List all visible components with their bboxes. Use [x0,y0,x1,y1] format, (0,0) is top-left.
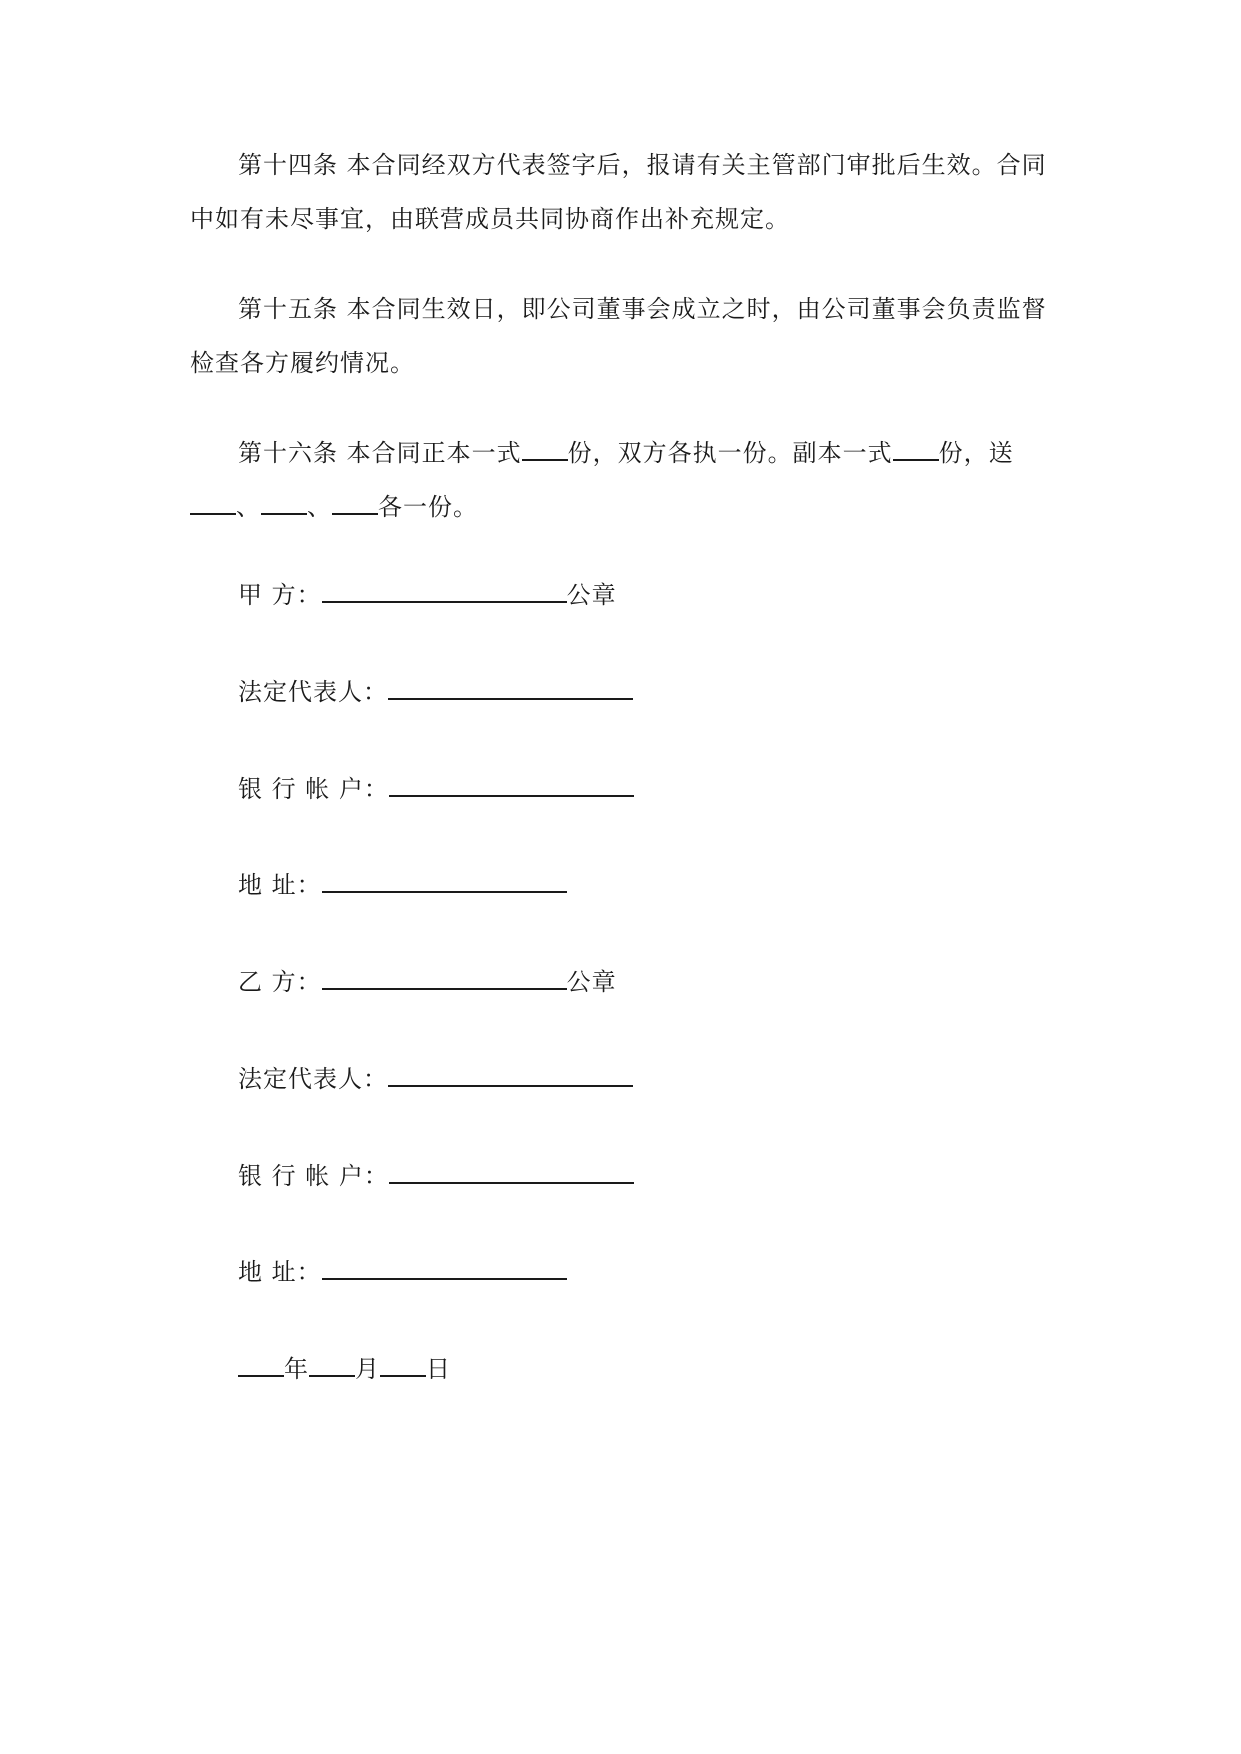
party-b-bank-label: 银 行 帐 户： [238,1162,389,1190]
party-a-rep-line [238,672,633,712]
article-15: 第十五条 本合同生效日，即公司董事会成立之时，由公司董事会负责监督检查各方履约情况。 [190,295,1047,377]
article-16-part1: 第十六条 本合同正本一式 [238,439,522,467]
separator-2: 、 [307,493,332,521]
separator-1: 、 [236,493,261,521]
party-b-rep-blank[interactable] [388,1065,633,1087]
party-b-bank-line [238,1156,634,1196]
year-label: 年 [284,1355,309,1383]
party-a-name-blank[interactable] [322,581,567,603]
party-b-addr-label: 地 址： [238,1258,322,1286]
party-b-line [238,962,617,1002]
party-b-addr-blank[interactable] [322,1258,567,1280]
party-a-line [238,575,617,615]
day-label: 日 [426,1355,451,1383]
article-16 [190,426,1050,534]
article-14: 第十四条 本合同经双方代表签字后，报请有关主管部门审批后生效。合同中如有未尽事宜，由联营成员共同协商作出补充规定。 [190,151,1047,233]
party-b-label: 乙 方： [238,968,322,996]
article-16-part3: 份，送 [938,439,1014,467]
copies-original-blank[interactable] [522,439,568,461]
day-blank[interactable] [380,1355,426,1377]
party-a-addr-blank[interactable] [322,871,567,893]
party-b-rep-line [238,1059,633,1099]
copies-duplicate-blank[interactable] [893,439,939,461]
party-b-addr-line [238,1252,567,1292]
date-line [238,1349,451,1389]
party-a-bank-blank[interactable] [389,775,634,797]
article-16-part4: 各一份。 [378,493,478,521]
article-16-part2: 份，双方各执一份。副本一式 [567,439,893,467]
party-b-rep-label: 法定代表人： [238,1065,388,1093]
month-blank[interactable] [309,1355,355,1377]
party-a-addr-label: 地 址： [238,871,322,899]
party-a-rep-blank[interactable] [388,678,633,700]
recipient-1-blank[interactable] [190,493,236,515]
year-blank[interactable] [238,1355,284,1377]
month-label: 月 [355,1355,380,1383]
party-b-name-blank[interactable] [322,968,567,990]
party-a-rep-label: 法定代表人： [238,678,388,706]
party-b-seal: 公章 [566,968,617,996]
party-b-bank-blank[interactable] [389,1162,634,1184]
recipient-3-blank[interactable] [332,493,378,515]
recipient-2-blank[interactable] [261,493,307,515]
party-a-bank-label: 银 行 帐 户： [238,775,389,803]
party-a-addr-line [238,865,567,905]
party-a-label: 甲 方： [238,581,322,609]
party-a-seal: 公章 [566,581,617,609]
party-a-bank-line [238,769,634,809]
